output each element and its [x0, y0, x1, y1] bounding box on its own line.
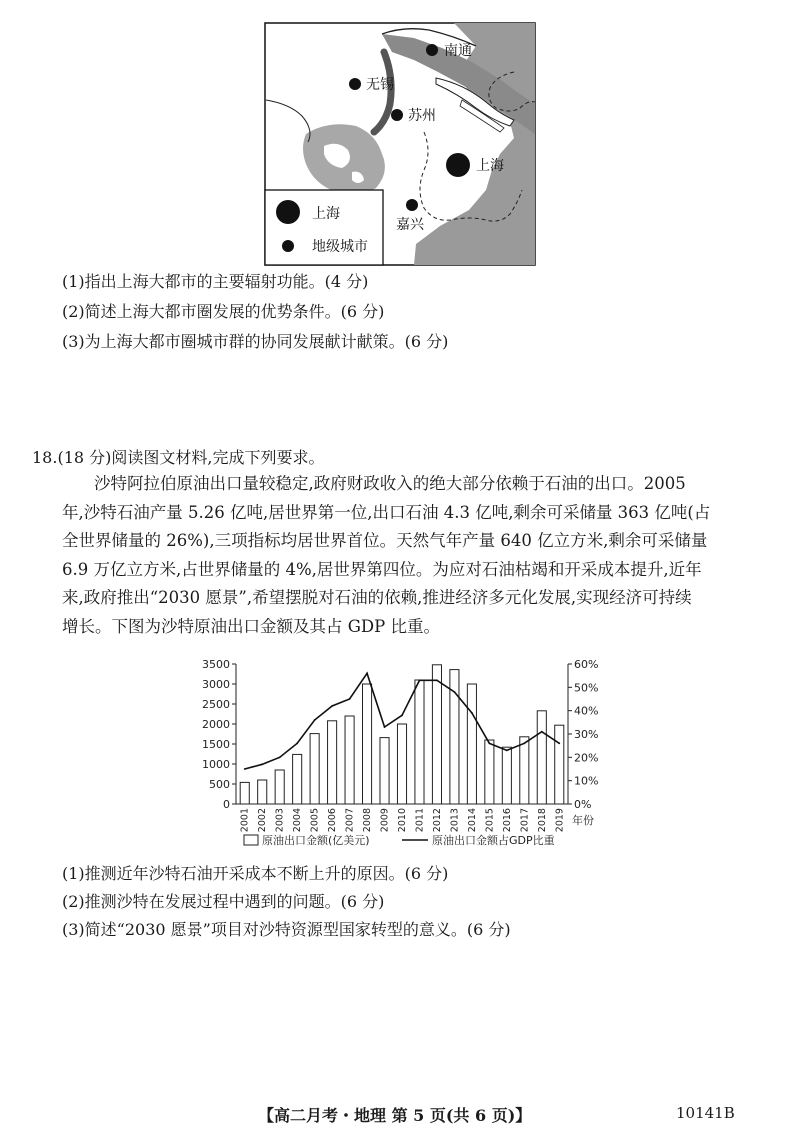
- line-point: [296, 742, 298, 744]
- x-tick-label: 2013: [449, 808, 461, 833]
- line-point: [523, 742, 525, 744]
- q17-sub3: (3)为上海大都市圈城市群的协同发展献计献策。(6 分): [62, 332, 449, 351]
- legend-line-label: 原油出口金额占GDP比重: [432, 834, 555, 847]
- line-point: [541, 731, 543, 733]
- line-point: [261, 763, 263, 765]
- passage-line: 年,沙特石油产量 5.26 亿吨,居世界第一位,出口石油 4.3 亿吨,剩余可采储量 363 亿吨(占: [62, 502, 711, 522]
- bar-export-value: [380, 738, 389, 804]
- right-tick-label: 60%: [574, 658, 599, 671]
- legend-bar-swatch: [244, 835, 258, 845]
- bar-export-value: [537, 711, 546, 804]
- passage-line: 全世界储量的 26%),三项指标均居世界首位。天然气年产量 640 亿立方米,剩余可采储量: [62, 531, 708, 550]
- line-point: [384, 726, 386, 728]
- bar-export-value: [432, 665, 441, 804]
- x-tick-label: 2009: [379, 808, 391, 833]
- x-tick-label: 2007: [344, 808, 356, 833]
- bar-export-value: [485, 740, 494, 804]
- city-label-jiaxing: 嘉兴: [396, 217, 424, 233]
- line-point: [366, 672, 368, 674]
- passage-line: 沙特阿拉伯原油出口量较稳定,政府财政收入的绝大部分依赖于石油的出口。2005: [94, 474, 686, 493]
- bar-export-value: [310, 734, 319, 804]
- left-tick-label: 1000: [202, 758, 230, 771]
- x-tick-label: 2018: [536, 808, 548, 833]
- left-tick-label: 2500: [202, 698, 230, 711]
- line-point: [558, 742, 560, 744]
- q18-sub2: (2)推测沙特在发展过程中遇到的问题。(6 分): [62, 892, 385, 911]
- x-tick-label: 2010: [397, 808, 408, 833]
- x-tick-label: 2015: [484, 808, 496, 833]
- bar-export-value: [397, 724, 406, 804]
- q17-sub2: (2)简述上海大都市圈发展的优势条件。(6 分): [62, 302, 385, 321]
- x-tick-label: 2019: [554, 808, 566, 833]
- q18-sub3: (3)简述“2030 愿景”项目对沙特资源型国家转型的意义。(6 分): [62, 920, 511, 939]
- x-tick-label: 2017: [519, 808, 531, 833]
- oil-export-chart: [196, 654, 608, 854]
- bar-export-value: [363, 684, 372, 804]
- bar-export-value: [275, 770, 284, 804]
- bar-export-value: [345, 716, 354, 804]
- line-point: [419, 679, 421, 681]
- x-tick-label: 2008: [362, 808, 374, 833]
- shanghai-metro-map: [264, 22, 536, 266]
- line-point: [506, 749, 508, 751]
- left-tick-label: 0: [223, 798, 230, 811]
- line-point: [331, 705, 333, 707]
- city-label-nantong: 南通: [444, 43, 472, 59]
- passage-line: 6.9 万亿立方米,占世界储量的 4%,居世界第四位。为应对石油枯竭和开采成本提升,近年: [62, 559, 702, 579]
- line-point: [401, 714, 403, 716]
- bar-export-value: [555, 725, 564, 804]
- passage-line: 来,政府推出“2030 愿景”,希望摆脱对石油的依赖,推进经济多元化发展,实现经济可持续: [62, 588, 692, 607]
- bar-export-value: [328, 721, 337, 804]
- page-footer: 【高二月考・地理 第 5 页(共 6 页)】: [258, 1106, 532, 1125]
- x-tick-label: 2002: [257, 808, 269, 833]
- x-tick-label: 2016: [501, 808, 513, 833]
- legend-city-label: 地级城市: [312, 239, 368, 255]
- right-tick-label: 30%: [574, 728, 599, 741]
- line-point: [436, 679, 438, 681]
- bar-export-value: [240, 782, 249, 804]
- city-label-shanghai: 上海: [476, 158, 504, 174]
- paper-code: 10141B: [676, 1104, 735, 1122]
- left-tick-label: 1500: [202, 738, 230, 751]
- line-point: [279, 756, 281, 758]
- left-tick-label: 2000: [202, 718, 230, 731]
- x-tick-label: 2012: [431, 808, 443, 833]
- legend-metro-label: 上海: [312, 206, 340, 222]
- q18-header: 18.(18 分)阅读图文材料,完成下列要求。: [32, 448, 325, 467]
- bar-export-value: [258, 780, 267, 804]
- line-point: [244, 768, 246, 770]
- right-tick-label: 10%: [574, 774, 599, 788]
- line-point: [471, 712, 473, 714]
- left-tick-label: 3000: [202, 678, 230, 691]
- x-tick-label: 2005: [309, 808, 321, 833]
- right-tick-label: 50%: [574, 681, 599, 695]
- left-tick-label: 3500: [202, 658, 230, 671]
- bar-export-value: [502, 747, 511, 804]
- bar-export-value: [293, 754, 302, 804]
- right-tick-label: 20%: [574, 751, 599, 765]
- bar-export-value: [415, 680, 424, 804]
- passage-line: 增长。下图为沙特原油出口金额及其占 GDP 比重。: [62, 616, 441, 636]
- right-tick-label: 0%: [574, 798, 592, 811]
- x-tick-label: 2003: [274, 808, 286, 833]
- city-label-suzhou: 苏州: [408, 108, 436, 124]
- x-tick-label: 2004: [292, 808, 304, 833]
- q18-sub1: (1)推测近年沙特石油开采成本不断上升的原因。(6 分): [62, 864, 449, 883]
- x-axis-title: 年份: [572, 814, 594, 827]
- line-point: [349, 698, 351, 700]
- left-tick-label: 500: [209, 778, 230, 791]
- line-point: [488, 742, 490, 744]
- q18-passage: [62, 470, 768, 641]
- q17-sub1: (1)指出上海大都市的主要辐射功能。(4 分): [62, 272, 369, 291]
- x-tick-label: 2014: [466, 808, 478, 833]
- x-tick-label: 2006: [327, 808, 339, 833]
- line-point: [314, 719, 316, 721]
- right-tick-label: 40%: [574, 704, 599, 718]
- bar-export-value: [520, 737, 529, 804]
- x-tick-label: 2011: [414, 808, 426, 833]
- legend-bar-label: 原油出口金额(亿美元): [262, 834, 370, 847]
- line-point: [454, 691, 456, 693]
- x-tick-label: 2001: [239, 808, 251, 833]
- bar-export-value: [467, 684, 476, 804]
- city-label-wuxi: 无锡: [366, 77, 394, 93]
